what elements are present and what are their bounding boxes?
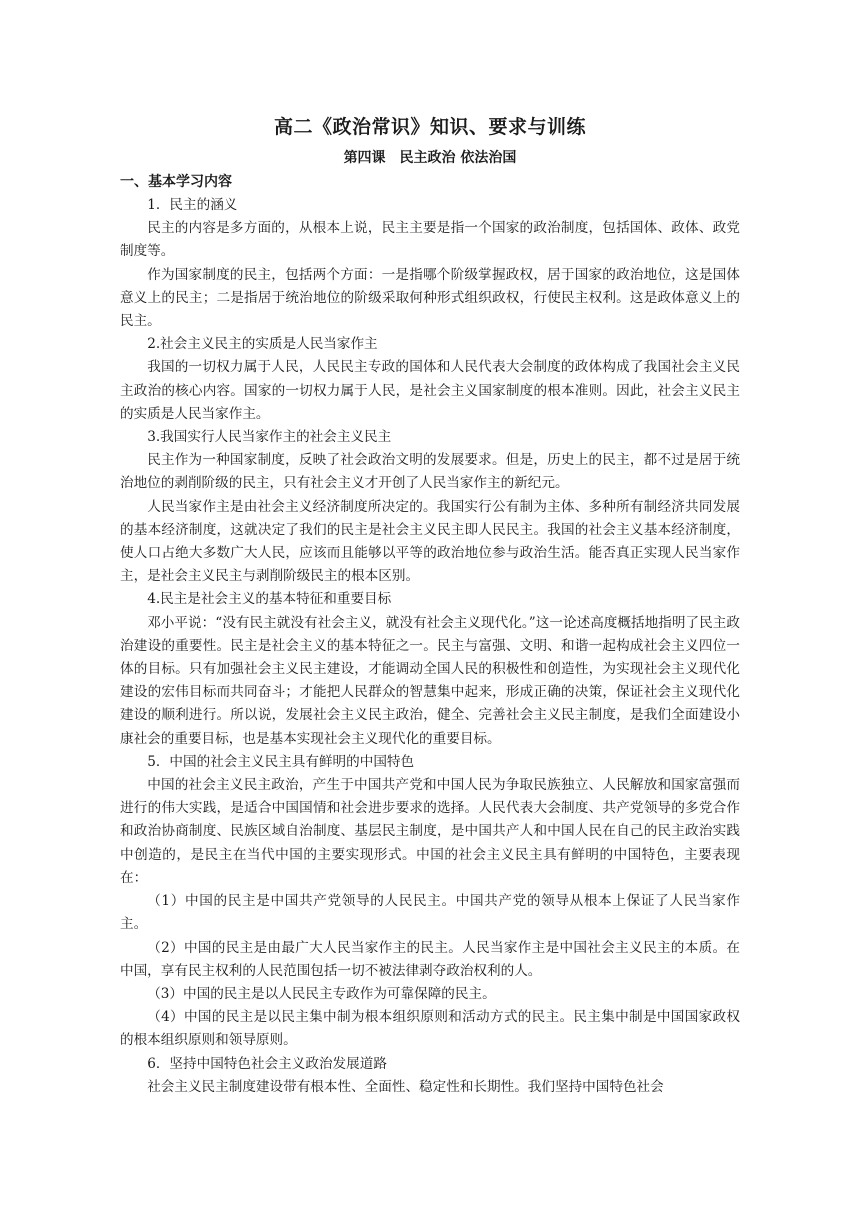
- section-heading: 一、基本学习内容: [120, 174, 232, 190]
- subsection-heading: 5．中国的社会主义民主具有鲜明的中国特色: [147, 753, 415, 770]
- lesson-title: 第四课 民主政治 依法治国: [343, 150, 517, 166]
- subsection-heading: 2.社会主义民主的实质是人民当家作主: [147, 336, 378, 353]
- body-paragraph: 邓小平说：“没有民主就没有社会主义，就没有社会主义现代化。”这一论述高度概括地指明了民主政治建设的重要性。民主是社会主义的基本特征之一。民主与富强、文明、和谐一起构成社会主义四位一体的目标。只有加强社会主义民主建设，才能调动全国人民的积极性和创造性，为实现社会主义现代化建设的宏伟目标而共同奋斗；才能把人民群众的智慧集中起来，形成正确的决策，保证社会主义现代化建设的顺利进行。所以说，发展社会主义民主政治，健全、完善社会主义民主制度，是我们全面建设小康社会的重要目标，也是基本实现社会主义现代化的重要目标。: [120, 614, 740, 747]
- subsection-heading: 6．坚持中国特色社会主义政治发展道路: [147, 1055, 387, 1072]
- body-paragraph: 我国的一切权力属于人民，人民民主专政的国体和人民代表大会制度的政体构成了我国社会主义民主政治的核心内容。国家的一切权力属于人民，是社会主义国家制度的根本准则。因此，社会主义民主的实质是人民当家作主。: [120, 359, 740, 422]
- body-paragraph: 民主的内容是多方面的，从根本上说，民主主要是指一个国家的政治制度，包括国体、政体、政党制度等。: [120, 220, 740, 260]
- body-paragraph: 社会主义民主制度建设带有根本性、全面性、稳定性和长期性。我们坚持中国特色社会: [147, 1078, 664, 1095]
- body-paragraph: 人民当家作主是由社会主义经济制度所决定的。我国实行公有制为主体、多种所有制经济共同发展的基本经济制度，这就决定了我们的民主是社会主义民主即人民民主。我国的社会主义基本经济制度，使人口占绝大多数广大人民，应该而且能够以平等的政治地位参与政治生活。能否真正实现人民当家作主，是社会主义民主与剥削阶级民主的根本区别。: [120, 498, 740, 585]
- document-body: [120, 194, 740, 1099]
- list-item: （4）中国的民主是以民主集中制为根本组织原则和活动方式的民主。民主集中制是中国国家政权的根本组织原则和领导原则。: [120, 1009, 740, 1049]
- subsection-heading: 1．民主的涵义: [147, 197, 238, 213]
- document-page: [120, 112, 740, 1099]
- list-item: （3）中国的民主是以人民民主专政作为可靠保障的民主。: [147, 985, 496, 1002]
- body-paragraph: 作为国家制度的民主，包括两个方面：一是指哪个阶级掌握政权，居于国家的政治地位，这是国体意义上的民主；二是指居于统治地位的阶级采取何种形式组织政权，行使民主权利。这是政体意义上的民主。: [120, 266, 740, 330]
- subsection-heading: 4.民主是社会主义的基本特征和重要目标: [147, 591, 392, 608]
- body-paragraph: 中国的社会主义民主政治，产生于中国共产党和中国人民为争取民族独立、人民解放和国家富强而进行的伟大实践，是适合中国国情和社会进步要求的选择。人民代表大会制度、共产党领导的多党合作和政治协商制度、民族区域自治制度、基层民主制度，是中国共产人和中国人民在自己的民主政治实践中创造的，是民主在当代中国的主要实现形式。中国的社会主义民主具有鲜明的中国特色，主要表现在：: [120, 777, 740, 886]
- list-item: （1）中国的民主是中国共产党领导的人民民主。中国共产党的领导从根本上保证了人民当家作主。: [120, 893, 740, 933]
- document-title: 高二《政治常识》知识、要求与训练: [273, 116, 586, 138]
- subsection-heading: 3.我国实行人民当家作主的社会主义民主: [147, 429, 392, 446]
- list-item: （2）中国的民主是由最广大人民当家作主的民主。人民当家作主是中国社会主义民主的本质。在中国，享有民主权利的人民范围包括一切不被法律剥夺政治权利的人。: [120, 939, 740, 979]
- body-paragraph: 民主作为一种国家制度，反映了社会政治文明的发展要求。但是，历史上的民主，都不过是居于统治地位的剥削阶级的民主，只有社会主义才开创了人民当家作主的新纪元。: [120, 452, 740, 492]
